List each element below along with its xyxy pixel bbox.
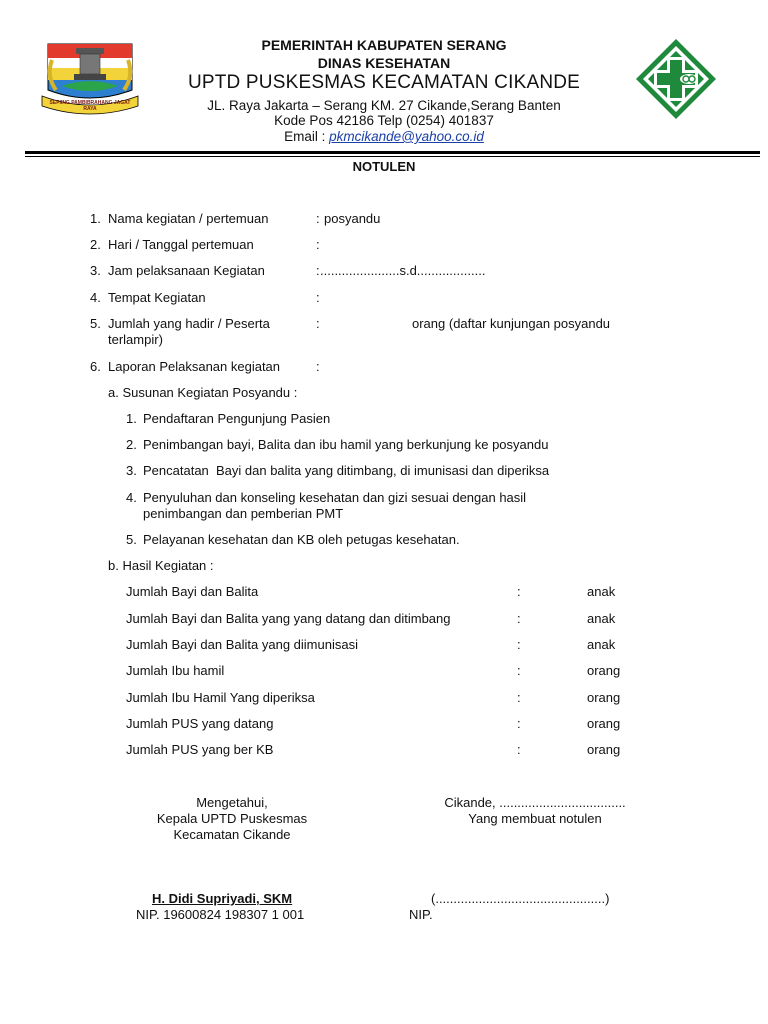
step-text: Penyuluhan dan konseling kesehatan dan gizi sesuai dengan hasil [143, 490, 527, 505]
result-unit: anak [587, 584, 616, 599]
sig-left-line1: Mengetahui, [196, 795, 268, 810]
result-separator: : [517, 611, 521, 626]
step-text-continued: penimbangan dan pemberian PMT [143, 506, 344, 521]
item-4 [0, 290, 768, 306]
item-separator: : [316, 263, 320, 278]
result-row [0, 690, 768, 706]
header-department: DINAS KESEHATAN [317, 55, 451, 71]
item-number: 3. [90, 263, 101, 278]
header-institution: UPTD PUSKESMAS KECAMATAN CIKANDE [187, 72, 581, 93]
email-link[interactable]: pkmcikande@yahoo.co.id [329, 129, 484, 144]
header-address: JL. Raya Jakarta – Serang KM. 27 Cikande,Serang Banten [207, 98, 561, 113]
result-separator: : [517, 584, 521, 599]
email-label: Email : [284, 129, 330, 144]
result-label: Jumlah Bayi dan Balita yang diimunisasi [126, 637, 358, 652]
result-label: Jumlah Bayi dan Balita [126, 584, 259, 599]
item-label-continued: terlampir) [108, 332, 163, 347]
result-label: Jumlah Bayi dan Balita yang yang datang dan ditimbang [126, 611, 451, 626]
step-number: 3. [126, 463, 137, 478]
header-rule-thin [25, 156, 760, 157]
result-unit: anak [587, 611, 616, 626]
result-label: Jumlah PUS yang ber KB [126, 742, 274, 757]
step-number: 4. [126, 490, 137, 505]
sig-left-name: H. Didi Supriyadi, SKM [152, 891, 293, 906]
item-label: Laporan Pelaksanan kegiatan [108, 359, 281, 374]
step-3 [0, 463, 768, 479]
item-label: Nama kegiatan / pertemuan [108, 211, 269, 226]
header-email-line [0, 129, 768, 144]
step-text: Penimbangan bayi, Balita dan ibu hamil yang berkunjung ke posyandu [143, 437, 549, 452]
result-row [0, 716, 768, 732]
item-separator: : [316, 290, 320, 305]
item-1 [0, 211, 768, 227]
step-number: 1. [126, 411, 137, 426]
item-number: 5. [90, 316, 101, 331]
item-label: Tempat Kegiatan [108, 290, 206, 305]
item-label: Hari / Tanggal pertemuan [108, 237, 254, 252]
sig-right-line1: Cikande, ................................... [444, 795, 626, 810]
section-a-heading: a. Susunan Kegiatan Posyandu : [108, 385, 298, 400]
item-separator: : [316, 237, 320, 252]
result-label: Jumlah Ibu Hamil Yang diperiksa [126, 690, 315, 705]
item-value: ......................s.d................... [320, 263, 486, 278]
step-1 [0, 411, 768, 427]
step-text: Pencatatan Bayi dan balita yang ditimbang, di imunisasi dan diperiksa [143, 463, 550, 478]
result-row [0, 742, 768, 758]
result-unit: orang [587, 742, 621, 757]
emblem-motto: SEPIING PAMBIBRAHANG JAGAT RAYA [49, 100, 131, 112]
item-5 [0, 316, 768, 348]
signature-left [112, 795, 352, 843]
result-row [0, 611, 768, 627]
item-value: orang (daftar kunjungan posyandu [412, 316, 611, 331]
item-3 [0, 263, 768, 279]
sig-right-name: (...............................................) [431, 891, 610, 906]
item-number: 2. [90, 237, 101, 252]
step-number: 5. [126, 532, 137, 547]
result-unit: orang [587, 663, 621, 678]
result-separator: : [517, 637, 521, 652]
item-number: 4. [90, 290, 101, 305]
result-separator: : [517, 690, 521, 705]
header-postal: Kode Pos 42186 Telp (0254) 401837 [274, 113, 494, 128]
result-label: Jumlah PUS yang datang [126, 716, 274, 731]
section-b-heading: b. Hasil Kegiatan : [108, 558, 214, 573]
step-5 [0, 532, 768, 548]
result-unit: anak [587, 637, 616, 652]
item-number: 1. [90, 211, 101, 226]
result-row [0, 637, 768, 653]
item-label: Jam pelaksanaan Kegiatan [108, 263, 265, 278]
document-title: NOTULEN [352, 159, 416, 174]
result-separator: : [517, 716, 521, 731]
sig-left-line3: Kecamatan Cikande [173, 827, 291, 842]
result-row [0, 584, 768, 600]
item-separator: : [316, 211, 320, 226]
result-unit: orang [587, 716, 621, 731]
item-2 [0, 237, 768, 253]
sig-left-line2: Kepala UPTD Puskesmas [156, 811, 308, 826]
sig-right-line2: Yang membuat notulen [468, 811, 602, 826]
result-separator: : [517, 663, 521, 678]
item-label: Jumlah yang hadir / Peserta [108, 316, 270, 331]
step-4 [0, 490, 768, 522]
step-number: 2. [126, 437, 137, 452]
item-separator: : [316, 316, 320, 331]
sig-left-nip: NIP. 19600824 198307 1 001 [136, 907, 305, 922]
item-value: posyandu [324, 211, 381, 226]
step-2 [0, 437, 768, 453]
item-separator: : [316, 359, 320, 374]
result-label: Jumlah Ibu hamil [126, 663, 225, 678]
step-text: Pelayanan kesehatan dan KB oleh petugas kesehatan. [143, 532, 460, 547]
header-government: PEMERINTAH KABUPATEN SERANG [261, 37, 507, 53]
sig-right-nip: NIP. [409, 907, 433, 922]
item-6 [0, 359, 768, 375]
header-rule-thick [25, 151, 760, 154]
item-number: 6. [90, 359, 101, 374]
signature-right [415, 795, 655, 827]
result-row [0, 663, 768, 679]
result-unit: orang [587, 690, 621, 705]
result-separator: : [517, 742, 521, 757]
step-text: Pendaftaran Pengunjung Pasien [143, 411, 331, 426]
